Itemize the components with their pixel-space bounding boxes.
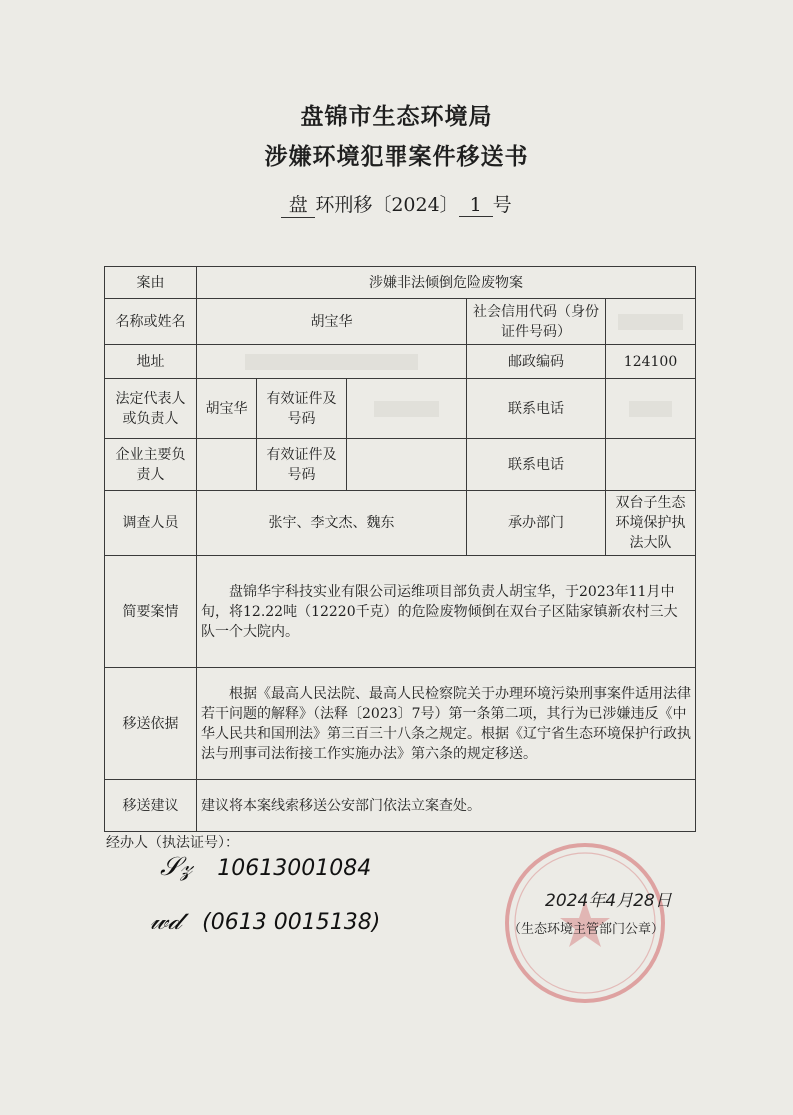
id-doc-label: 有效证件及号码: [257, 379, 347, 439]
investigators-value: 张宇、李文杰、魏东: [197, 491, 467, 556]
row-company-head: [105, 439, 696, 491]
basis-value: 根据《最高人民法院、最高人民检察院关于办理环境污染刑事案件适用法律若干问题的解释》（法释〔2023〕7号）第一条第二项，其行为已涉嫌违反《中华人民共和国刑法》第三百三十八条之规定。根据《辽宁省生态环境保护行政执法与刑事司法衔接工作实施办法》第六条的规定移送。: [197, 668, 696, 780]
document-number: [0, 190, 793, 218]
redacted-block: [374, 401, 439, 417]
basis-label: 移送依据: [105, 668, 197, 780]
doc-suffix: 号: [492, 194, 512, 216]
dept-value: 双台子生态环境保护执法大队: [606, 491, 696, 556]
brief-label: 简要案情: [105, 556, 197, 668]
row-name: [105, 299, 696, 345]
row-legal-rep: [105, 379, 696, 439]
signature-2-number: (0613 0015138): [202, 910, 381, 935]
postcode-value: 124100: [606, 345, 696, 379]
signature-1: [160, 852, 371, 883]
signature-1-number: 10613001084: [217, 856, 372, 881]
redacted-block: [618, 314, 683, 330]
case-value: 涉嫌非法倾倒危险废物案: [197, 267, 696, 299]
doc-prefix: 盘: [281, 190, 315, 218]
id-doc-label-2: 有效证件及号码: [257, 439, 347, 491]
issuer-title: 盘锦市生态环境局: [300, 103, 493, 130]
row-address: [105, 345, 696, 379]
doc-middle: 环刑移〔2024〕: [315, 194, 459, 216]
id-doc-value-2: [347, 439, 467, 491]
redacted-block: [245, 354, 417, 370]
phone-label-2: 联系电话: [467, 439, 606, 491]
handler-label: 经办人（执法证号）：: [106, 835, 239, 851]
phone-value-2: [606, 439, 696, 491]
legal-rep-label: 法定代表人或负责人: [105, 379, 197, 439]
company-head-value: [197, 439, 257, 491]
investigators-label: 调查人员: [105, 491, 197, 556]
sign-date: 2024年4月28日: [545, 891, 672, 911]
signature-1-mark: 𝒮𝓏: [160, 852, 193, 882]
legal-rep-value: 胡宝华: [197, 379, 257, 439]
phone-label: 联系电话: [467, 379, 606, 439]
suggest-label: 移送建议: [105, 780, 197, 832]
credit-code-value: [606, 299, 696, 345]
address-value: [197, 345, 467, 379]
case-label: 案由: [105, 267, 197, 299]
company-head-label: 企业主要负责人: [105, 439, 197, 491]
phone-value: [606, 379, 696, 439]
doc-number-value: 1: [459, 194, 493, 217]
seal-note: （生态环境主管部门公章）: [508, 922, 665, 937]
row-investigators: [105, 491, 696, 556]
credit-code-label: 社会信用代码（身份证件号码）: [467, 299, 606, 345]
row-suggest: [105, 780, 696, 832]
address-label: 地址: [105, 345, 197, 379]
signature-2: [150, 906, 380, 937]
name-label: 名称或姓名: [105, 299, 197, 345]
brief-value: 盘锦华宇科技实业有限公司运维项目部负责人胡宝华，于2023年11月中旬，将12.22吨（12220千克）的危险废物倾倒在双台子区陆家镇新农村三大队一个大院内。: [197, 556, 696, 668]
case-transfer-form: [104, 266, 696, 832]
row-case: [105, 267, 696, 299]
redacted-block: [629, 401, 672, 417]
name-value: 胡宝华: [197, 299, 467, 345]
signature-2-mark: 𝓌𝒹: [150, 906, 182, 936]
document-title: 涉嫌环境犯罪案件移送书: [264, 143, 529, 170]
dept-label: 承办部门: [467, 491, 606, 556]
row-brief: [105, 556, 696, 668]
postcode-label: 邮政编码: [467, 345, 606, 379]
id-doc-value: [347, 379, 467, 439]
suggest-value: 建议将本案线索移送公安部门依法立案查处。: [197, 780, 696, 832]
row-basis: [105, 668, 696, 780]
